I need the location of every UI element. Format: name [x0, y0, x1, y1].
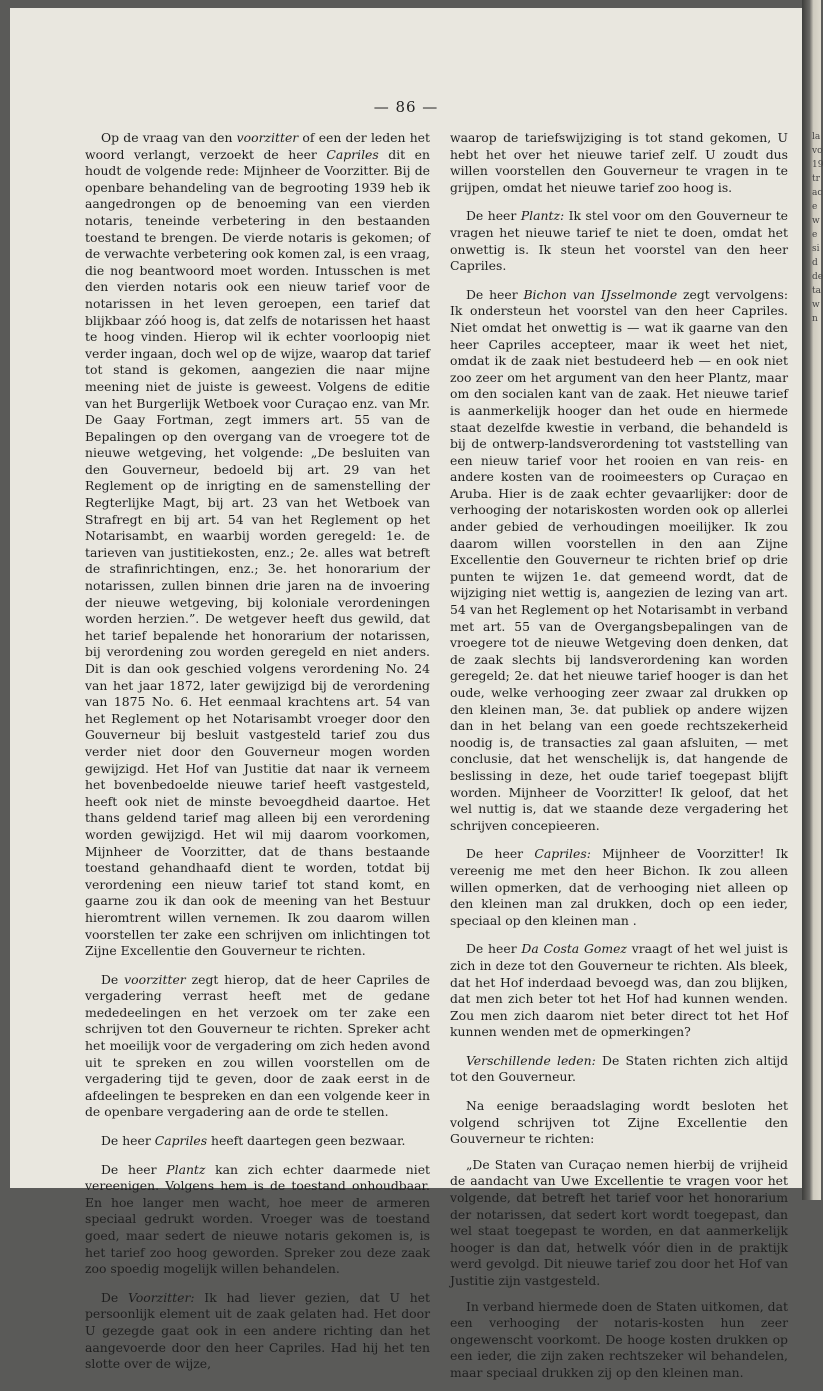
- right-column: [450, 130, 788, 1391]
- speaker-name: Plantz: [166, 1161, 206, 1177]
- speaker-name: voorzitter: [124, 971, 186, 987]
- paragraph-text: vraagt of het wel juist is zich in deze tot den Gouverneur te richten. Als bleek, dat het Hof inderdaad bevoegd was, dan zou blijken, dat men zich beter tot het Hof had kunnen wenden. Zou men zich daarom niet beter direct tot het Hof kunnen wenden met de opmerkingen?: [450, 941, 788, 1040]
- left-column: [85, 130, 430, 1382]
- paragraph-text: „De Staten van Curaçao nemen hierbij de vrijheid de aandacht van Uwe Excellentie te vragen voor het volgende, dat betreft het tarief voor het honorarium der notarissen, dat sedert kort wordt toegepast, dan wel staat toegepast te worden, en dat aanmerkelijk hooger is dan dat, hetwelk vóór dien in de praktijk werd gevolgd. Dit nieuwe tarief zou door het Hof van Justitie zijn vastgesteld.: [450, 1156, 788, 1288]
- speaker-name: Plantz:: [520, 208, 565, 224]
- paragraph-text: De heer: [466, 846, 535, 862]
- paragraph-text: zegt vervolgens: Ik ondersteun het voorstel van den heer Capriles. Niet omdat het onwettig is — wat ik gaarne van den heer Capriles accepteer, maar ik weet het niet, omdat ik de zaak niet bestudeerd heb — en ook niet zoo zeer om het argument van den heer Plantz, maar om den socialen kant van de zaak. Het nieuwe tarief is aanmerkelijk hooger dan het oude en hiermede staat dezelfde kwestie in verband, die behandeld is bij de ontwerp-landsverordening tot vaststelling van een nieuw tarief voor het rooien en van reis- en andere kosten van de rooimeesters op Curaçao en Aruba. Hier is de zaak echter gevaarlijker: door de verhooging der notariskosten worden ook op allerlei ander gebied de verhoudingen moeilijker. Ik zou daarom willen voorstellen in den aan Zijne Excellentie den Gouverneur te richten brief op drie punten te wijzen 1e. dat gemeend wordt, dat de wijziging niet wettig is, aangezien de lezing van art. 54 van het Reglement op het Notarisambt in verband met art. 55 van de Overgangsbepalingen van de vroegere tot de nieuwe Wetgeving doen denken, dat de zaak slechts bij landsverordening kan worden geregeld; 2e. dat het nieuwe tarief hooger is dan het oude, welke verhooging zeer zwaar zal drukken op den kleinen man, 3e. dat publiek op andere wijzen dan in het belang van een goede rechtszekerheid noodig is, de transacties zal gaan afsluiten, — met conclusie, dat het wenschelijk is, dat hangende de beslissing in deze, het oude tarief toegepast blijft worden. Mijnheer de Voorzitter! Ik geloof, dat het wel nuttig is, dat we staande deze vergadering het schrijven concepieeren.: [450, 286, 788, 833]
- speaker-name: Da Costa Gomez: [521, 941, 627, 957]
- paragraph-text: dit en houdt de volgende rede: Mijnheer de Voorzitter. Bij de openbare behandeling van de begrooting 1939 heb ik aangedrongen op de benoeming van een vierden notaris, teneinde verbetering in den bestaanden toestand te brengen. De vierde notaris is gekomen; of de verwachte verbetering ook komen zal, is een vraag, die nog beantwoord moet worden. Intusschen is met den vierden notaris ook een nieuw tarief voor de notarissen in het leven geroepen, een tarief dat blijkbaar zóó hoog is, dat zelfs de notarissen het haast te hoog vinden. Hierop wil ik echter voorloopig niet verder ingaan, doch wel op de wijze, waarop dat tarief tot stand is gekomen, aangezien die naar mijne meening niet de juiste is geweest. Volgens de editie van het Burgerlijk Wetboek voor Curaçao enz. van Mr. De Gaay Fortman, zegt immers art. 55 van de Bepalingen op den overgang van de vroegere tot de nieuwe wetgeving, het volgende: „De besluiten van den Gouverneur, bedoeld bij art. 29 van het Reglement op de inrigting en de samenstelling der Regterlijke Magt, bij art. 23 van het Wetboek van Strafregt en bij art. 54 van het Reglement op het Notarisambt, en waarbij worden geregeld: 1e. de tarieven van justitiekosten, enz.; 2e. alles wat betreft de strafinrichtingen, enz.; 3e. het honorarium der notarissen, zullen binnen drie jaren na de invoering der nieuwe wetgeving, bij koloniale verordeningen worden herzien.”. De wetgever heeft dus gewild, dat het tarief bepalende het honorarium der notarissen, bij verordening zou worden geregeld en niet anders. Dit is dan ook geschied volgens verordening No. 24 van het jaar 1872, later gewijzigd bij de verordening van 1875 No. 6. Het eenmaal krachtens art. 54 van het Reglement op het Notarisambt vroeger door den Gouverneur bij besluit vastgesteld tarief zou dus verder niet door den Gouverneur mogen worden gewijzigd. Het Hof van Justitie dat naar ik verneem het bovenbedoelde nieuwe tarief heeft vastgesteld, heeft ook niet de minste bevoegdheid daartoe. Het thans geldend tarief mag alleen bij een verordening worden gewijzigd. Het wil mij daarom voorkomen, Mijnheer de Voorzitter, dat de thans bestaande toestand gehandhaafd dient te worden, totdat bij verordening een nieuw tarief tot stand komt, en gaarne zou ik dan ook de meening van het Bestuur hieromtrent willen vernemen. Ik zou daarom willen voorstellen ter zake een schrijven om inlichtingen tot Zijne Excellentie den Gouverneur te richten.: [85, 146, 430, 959]
- speaker-name: Verschillende leden:: [466, 1052, 596, 1068]
- right-paragraph: [450, 1157, 788, 1290]
- paragraph-text: waarop de tariefswijziging is tot stand gekomen, U hebt het over het nieuwe tarief zelf. U zoudt dus willen voorstellen den Gouverneur te vragen in te grijpen, omdat het nieuwe tarief zoo hoog is.: [450, 130, 788, 195]
- paragraph-text: zegt hierop, dat de heer Capriles de vergadering verrast heeft met de gedane mededeelingen en het verzoek om ter zake een schrijven tot den Gouverneur te richten. Spreker acht het moeilijk voor de vergadering om zich heden avond uit te spreken en zou willen voorstellen om de vergadering tijd te geven, door de zaak eerst in de afdeelingen te bespreken en dan een volgende keer in de openbare vergadering aan de orde te stellen.: [85, 971, 430, 1120]
- right-paragraph: [450, 287, 788, 835]
- speaker-name: Bichon van IJsselmonde: [523, 286, 678, 302]
- paragraph-text: De Staten richten zich altijd tot den Gouverneur.: [450, 1052, 788, 1085]
- paragraph-text: De heer: [101, 1161, 167, 1177]
- paragraph-text: heeft daartegen geen bezwaar.: [207, 1133, 406, 1149]
- paragraph-text: Ik stel voor om den Gouverneur te vragen het nieuwe tarief te niet te doen, omdat het onwettig is. Ik steun het voorstel van den heer Capriles.: [450, 208, 789, 274]
- paragraph-text: Mijnheer de Voorzitter! Ik vereenig me met den heer Bichon. Ik zou alleen willen opmerken, dat de verhooging niet alleen op den kleinen man zal drukken, doch op een ieder, speciaal op den kleinen man .: [450, 846, 788, 928]
- speaker-name: Capriles: [326, 146, 379, 162]
- paragraph-text: De: [101, 1289, 129, 1305]
- right-paragraph: [450, 941, 788, 1041]
- paragraph-text: De heer: [466, 941, 522, 957]
- right-paragraph: [450, 846, 788, 929]
- left-paragraph: [85, 1290, 430, 1373]
- left-paragraph: [85, 972, 430, 1121]
- left-paragraph: [85, 130, 430, 960]
- paragraph-text: De: [101, 971, 125, 987]
- paragraph-text: kan zich echter daarmede niet vereenigen. Volgens hem is de toestand onhoudbaar. En hoe langer men wacht, hoe meer de armeren speciaal gedrukt worden. Vroeger was de toestand goed, maar sedert de nieuwe notaris gekomen is, is het tarief zoo hoog geworden. Spreker zou deze zaak zoo spoedig mogelijk willen behandelen.: [85, 1161, 431, 1277]
- paragraph-text: Ik had liever gezien, dat U het persoonlijk element uit de zaak gelaten had. Het door U gezegde gaat ook in een andere richting dan het aangevoerde door den heer Capriles. Had hij het ten slotte over de wijze,: [85, 1289, 430, 1372]
- right-paragraph: [450, 1053, 788, 1086]
- speaker-name: voorzitter: [236, 130, 299, 145]
- right-paragraph: [450, 1098, 788, 1148]
- paragraph-text: of een der leden het woord verlangt, verzoekt de heer: [85, 130, 430, 162]
- page-number: — 86 —: [373, 98, 439, 116]
- paragraph-text: Na eenige beraadslaging wordt besloten het volgend schrijven tot Zijne Excellentie den Gouverneur te richten:: [450, 1098, 788, 1147]
- speaker-name: Voorzitter:: [128, 1289, 195, 1305]
- adjacent-page-text: la vo 19 tr ac e w e si d de ta w n: [812, 132, 823, 324]
- document-page: [10, 8, 802, 1380]
- speaker-name: Capriles: [154, 1133, 208, 1149]
- right-paragraph: [450, 130, 788, 196]
- speaker-name: Capriles:: [534, 846, 591, 862]
- paragraph-text: De heer: [466, 208, 521, 224]
- right-paragraph: [450, 208, 788, 274]
- left-paragraph: [85, 1133, 430, 1150]
- left-paragraph: [85, 1162, 430, 1278]
- paragraph-text: De heer: [101, 1133, 155, 1149]
- paragraph-text: De heer: [466, 286, 524, 302]
- paragraph-text: Op de vraag van den: [101, 130, 237, 145]
- right-paragraph: [450, 1299, 788, 1382]
- paragraph-text: In verband hiermede doen de Staten uitkomen, dat een verhooging der notaris-kosten hun zeer ongewenscht voorkomt. De hooge kosten drukken op een ieder, die zijn zaken rechtszeker wil behandelen, maar speciaal drukken zij op den kleinen man.: [450, 1298, 788, 1380]
